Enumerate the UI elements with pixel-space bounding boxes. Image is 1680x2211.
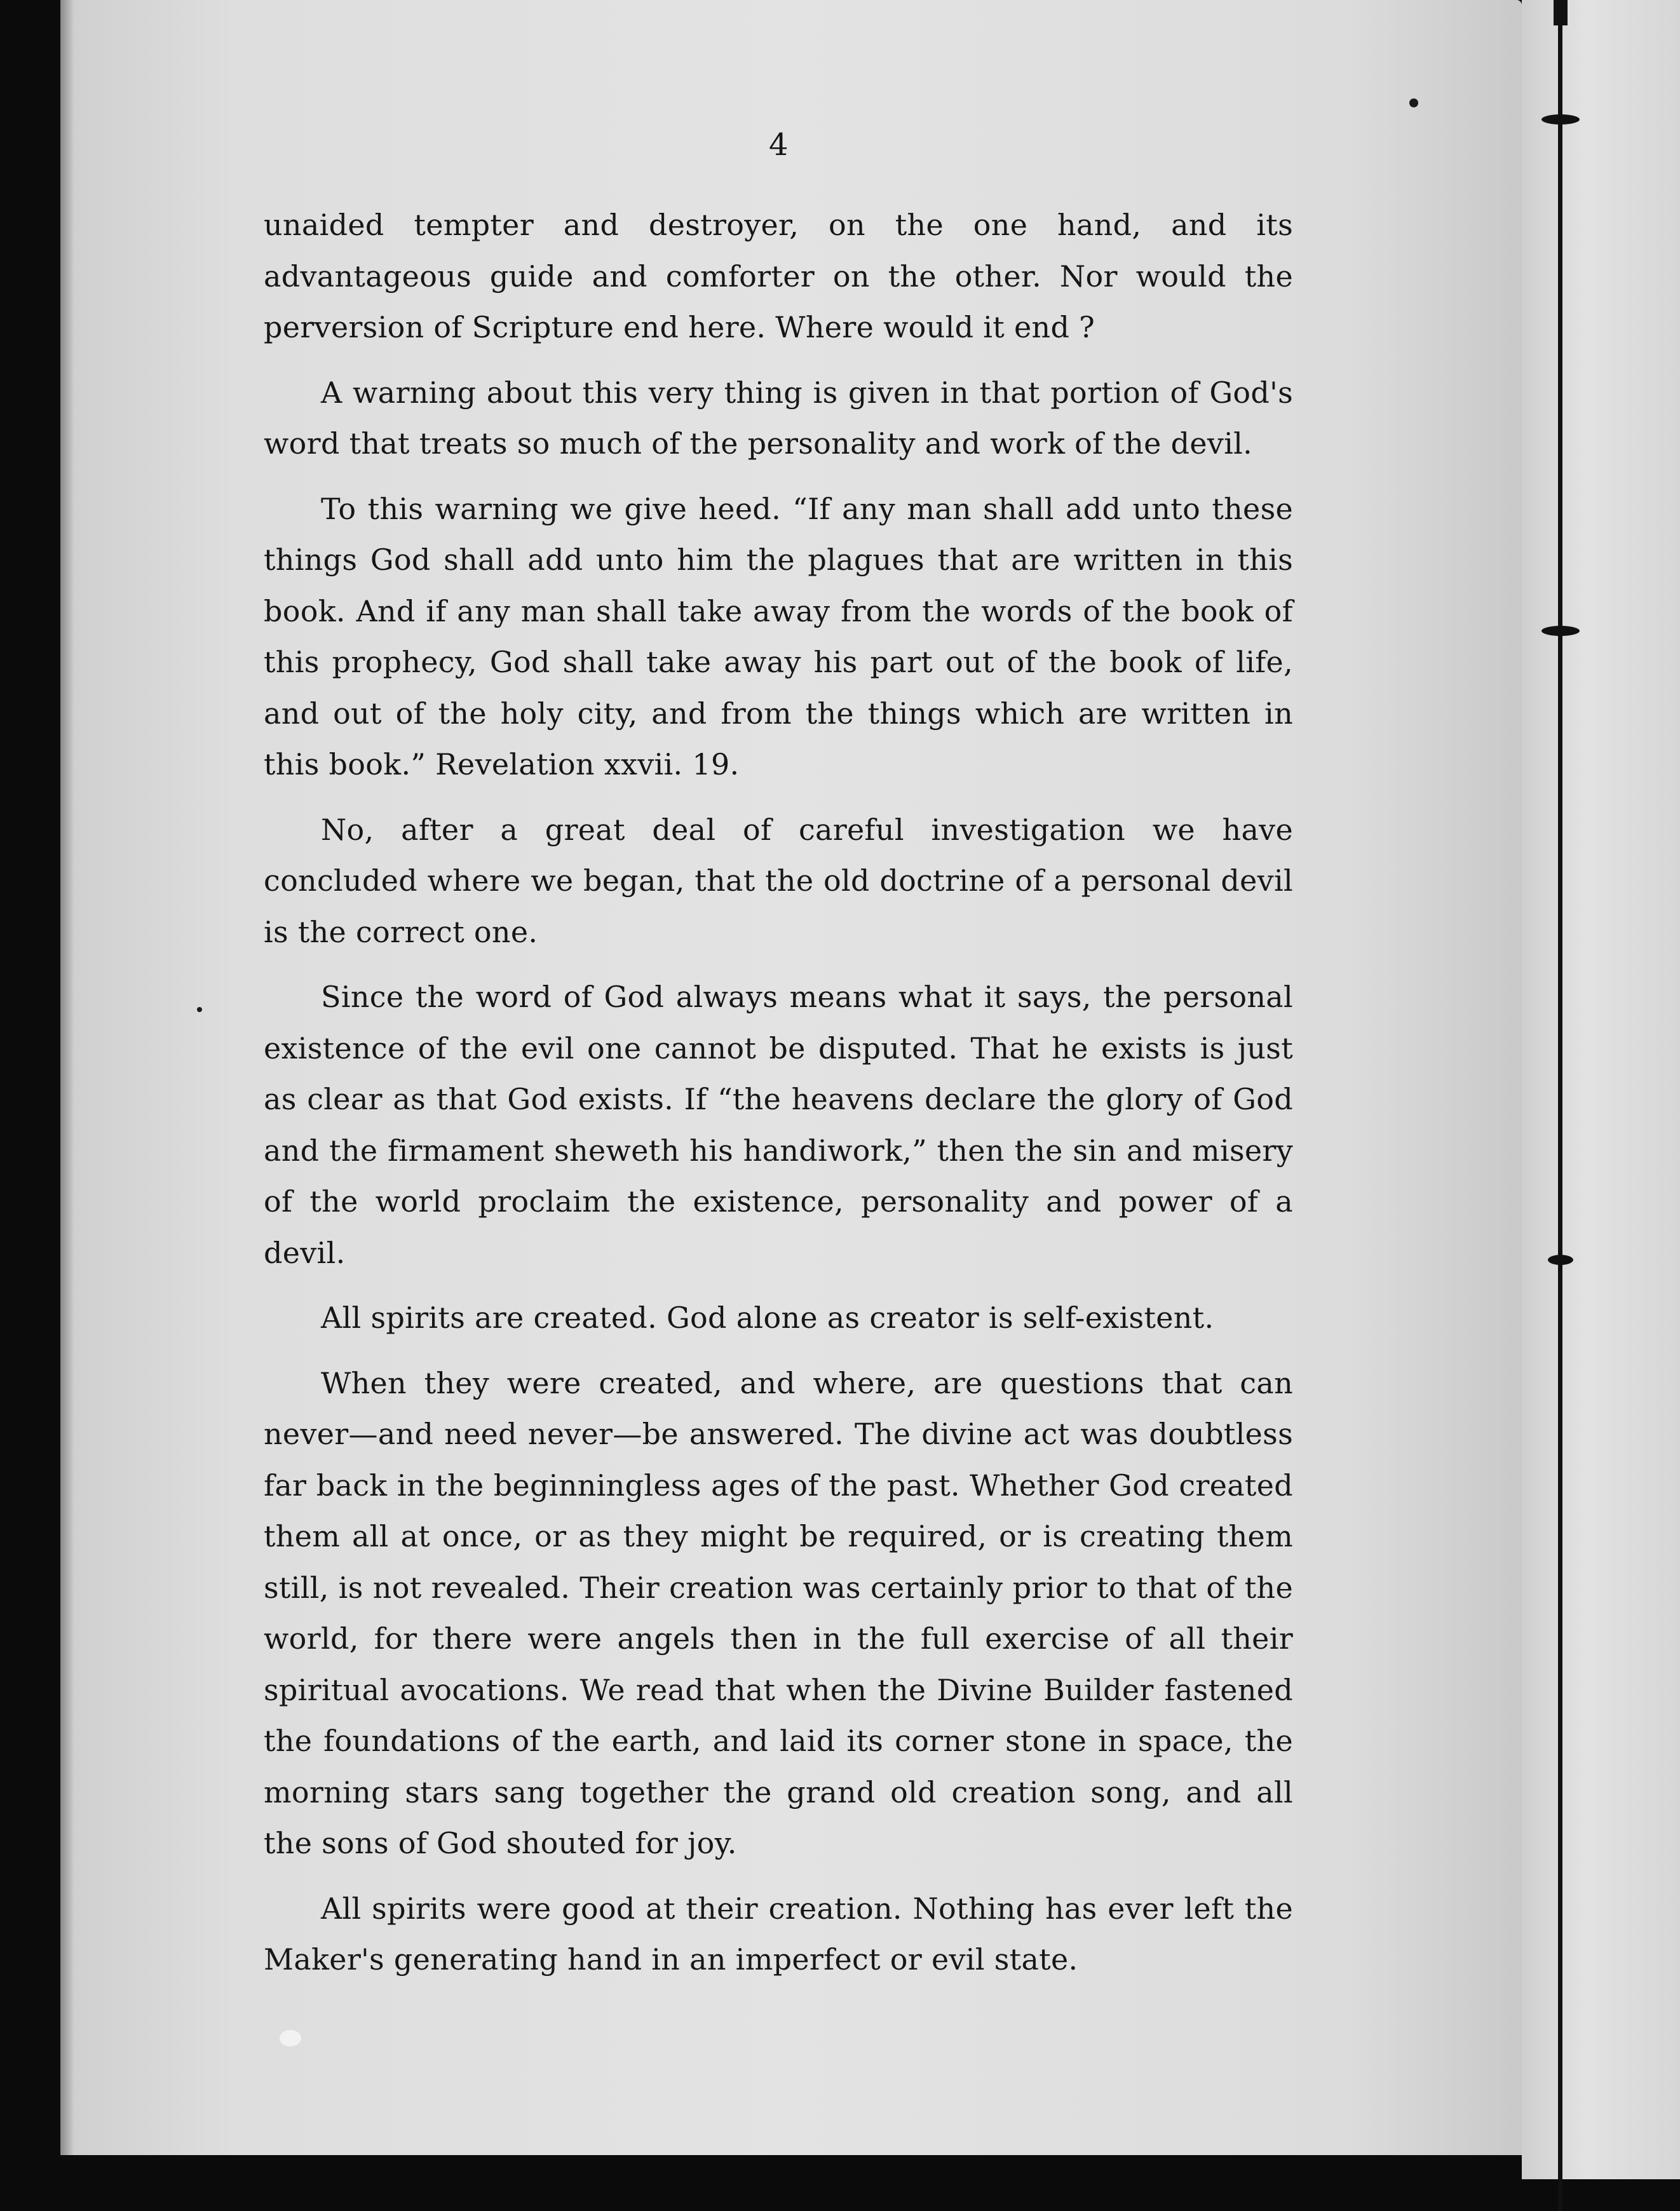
paragraph: When they were created, and where, are questions that can never—and need never—be answered. The divine act was doubtless far back in the beginningless ages of the past. Whether God created them all at once, or as they might be required, or is creating them still, is not revealed. Their creation was certainly prior to that of the world, for there were angels then in the full exercise of all their spiritual avocations. We read that when the Divine Builder fastened the foundations of the earth, and laid its corner stone in space, the morning stars sang together the grand old creation song, and all the sons of God shouted for joy.: [264, 1365, 1293, 1860]
adjacent-page-edge: [1522, 0, 1680, 2179]
binding-stitch-mark: [1541, 114, 1580, 125]
paragraph: All spirits are created. God alone as creator is self-existent.: [321, 1301, 1214, 1335]
paragraph: Since the word of God always means what it says, the personal existence of the evil one cannot be disputed. That he exists is just as clear as that God exists. If “the heavens declare the glory of God and the firmament sheweth his handiwork,” then the sin and misery of the world proclaim the existence, personality and power of a devil.: [264, 980, 1293, 1270]
paragraph: To this warning we give heed. “If any man shall add unto these things God shall add unto him the plagues that are written in this book. And if any man shall take away from the words of the book of this prophecy, God shall take away his part out of the book of life, and out of the holy city, and from the things which are written in this book.” Revelation xxvii. 19.: [264, 491, 1293, 781]
paragraph: No, after a great deal of careful investigation we have concluded where we began, that the old doctrine of a personal devil is the correct one.: [264, 812, 1293, 949]
binding-line: [1558, 0, 1562, 2211]
paragraph: All spirits were good at their creation. Nothing has ever left the Maker's generating hand in an imperfect or evil state.: [264, 1891, 1293, 1977]
binding-stitch-mark: [1548, 1255, 1573, 1265]
paragraph: unaided tempter and destroyer, on the one hand, and its advantageous guide and comforter on the other. Nor would the perversion of Scripture end here. Where would it end ?: [264, 208, 1293, 344]
page-edge-shadow: [60, 0, 74, 2155]
ink-speck: [1409, 98, 1418, 107]
body-text: [264, 199, 1293, 1999]
ink-speck: [197, 1007, 202, 1012]
binding-stitch-mark: [1541, 626, 1580, 636]
page-number: 4: [769, 127, 789, 163]
paper-blemish: [280, 2030, 301, 2046]
paragraph: A warning about this very thing is given in that portion of God's word that treats so much of the personality and work of the devil.: [264, 375, 1293, 461]
